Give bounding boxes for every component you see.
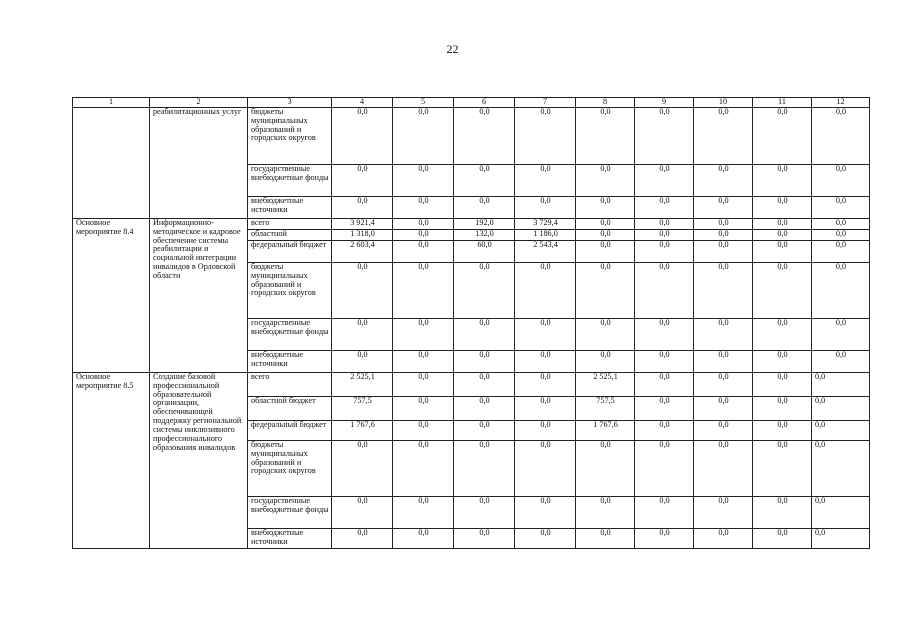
value-cell: 192,0 xyxy=(454,218,515,229)
value-cell: 0,0 xyxy=(812,372,870,396)
value-cell: 0,0 xyxy=(393,372,454,396)
value-cell: 0,0 xyxy=(694,262,753,318)
measure-code-cell xyxy=(73,107,150,218)
value-cell: 0,0 xyxy=(515,164,576,196)
value-cell: 0,0 xyxy=(635,240,694,262)
value-cell: 0,0 xyxy=(635,440,694,496)
value-cell: 0,0 xyxy=(635,528,694,548)
funding-source-cell: государственные внебюджетные фонды xyxy=(248,318,332,350)
value-cell: 0,0 xyxy=(454,196,515,218)
value-cell: 0,0 xyxy=(515,262,576,318)
measure-name-cell: Создание базовой профессиональной образовательной организации, обеспечивающей поддержку региональной системы инклюзивного профессионального образования инвалидов xyxy=(150,372,248,548)
value-cell: 0,0 xyxy=(812,350,870,372)
column-number: 3 xyxy=(248,98,332,108)
measure-name-cell: Информационно-методическое и кадровое обеспечение системы реабилитации и социальной интеграции инвалидов в Орловской области xyxy=(150,218,248,372)
value-cell: 0,0 xyxy=(515,107,576,164)
value-cell: 0,0 xyxy=(454,420,515,440)
value-cell: 0,0 xyxy=(393,528,454,548)
value-cell: 0,0 xyxy=(812,229,870,240)
value-cell: 0,0 xyxy=(753,196,812,218)
value-cell: 0,0 xyxy=(515,528,576,548)
value-cell: 757,5 xyxy=(576,396,635,420)
value-cell: 0,0 xyxy=(694,218,753,229)
value-cell: 0,0 xyxy=(635,350,694,372)
value-cell: 0,0 xyxy=(454,262,515,318)
value-cell: 0,0 xyxy=(694,496,753,528)
value-cell: 0,0 xyxy=(753,240,812,262)
value-cell: 0,0 xyxy=(454,107,515,164)
funding-source-cell: бюджеты муниципальных образований и городских округов xyxy=(248,107,332,164)
value-cell: 0,0 xyxy=(753,318,812,350)
value-cell: 0,0 xyxy=(635,164,694,196)
value-cell: 0,0 xyxy=(515,496,576,528)
value-cell: 0,0 xyxy=(393,107,454,164)
value-cell: 0,0 xyxy=(332,496,393,528)
value-cell: 0,0 xyxy=(515,350,576,372)
value-cell: 0,0 xyxy=(576,229,635,240)
value-cell: 0,0 xyxy=(753,440,812,496)
value-cell: 0,0 xyxy=(635,396,694,420)
value-cell: 0,0 xyxy=(812,496,870,528)
table-row xyxy=(73,107,870,164)
funding-source-cell: бюджеты муниципальных образований и городских округов xyxy=(248,262,332,318)
value-cell: 0,0 xyxy=(576,164,635,196)
value-cell: 0,0 xyxy=(694,350,753,372)
value-cell: 0,0 xyxy=(393,240,454,262)
value-cell: 0,0 xyxy=(812,107,870,164)
page-number: 22 xyxy=(446,42,459,56)
value-cell: 0,0 xyxy=(812,396,870,420)
value-cell: 0,0 xyxy=(332,318,393,350)
table-row xyxy=(73,218,870,229)
funding-source-cell: внебюджетные источники xyxy=(248,196,332,218)
value-cell: 0,0 xyxy=(332,440,393,496)
value-cell: 0,0 xyxy=(454,164,515,196)
value-cell: 0,0 xyxy=(576,496,635,528)
value-cell: 0,0 xyxy=(393,229,454,240)
value-cell: 0,0 xyxy=(694,196,753,218)
budget-table xyxy=(72,97,870,549)
value-cell: 60,0 xyxy=(454,240,515,262)
value-cell: 0,0 xyxy=(694,107,753,164)
value-cell: 0,0 xyxy=(576,107,635,164)
value-cell: 0,0 xyxy=(576,262,635,318)
value-cell: 1 186,0 xyxy=(515,229,576,240)
value-cell: 0,0 xyxy=(753,350,812,372)
value-cell: 0,0 xyxy=(812,196,870,218)
value-cell: 0,0 xyxy=(694,440,753,496)
value-cell: 0,0 xyxy=(332,107,393,164)
funding-source-cell: федеральный бюджет xyxy=(248,240,332,262)
value-cell: 0,0 xyxy=(454,372,515,396)
value-cell: 132,0 xyxy=(454,229,515,240)
value-cell: 0,0 xyxy=(332,164,393,196)
value-cell: 0,0 xyxy=(635,372,694,396)
value-cell: 0,0 xyxy=(635,229,694,240)
value-cell: 0,0 xyxy=(576,218,635,229)
value-cell: 0,0 xyxy=(454,350,515,372)
value-cell: 0,0 xyxy=(576,350,635,372)
value-cell: 0,0 xyxy=(694,420,753,440)
value-cell: 0,0 xyxy=(812,440,870,496)
value-cell: 0,0 xyxy=(812,240,870,262)
value-cell: 0,0 xyxy=(393,396,454,420)
value-cell: 0,0 xyxy=(576,318,635,350)
value-cell: 0,0 xyxy=(753,396,812,420)
value-cell: 0,0 xyxy=(753,107,812,164)
value-cell: 0,0 xyxy=(393,318,454,350)
value-cell: 0,0 xyxy=(332,350,393,372)
value-cell: 0,0 xyxy=(753,420,812,440)
funding-source-cell: государственные внебюджетные фонды xyxy=(248,164,332,196)
value-cell: 1 318,0 xyxy=(332,229,393,240)
funding-source-cell: внебюджетные источники xyxy=(248,350,332,372)
value-cell: 0,0 xyxy=(515,396,576,420)
value-cell: 0,0 xyxy=(635,262,694,318)
value-cell: 0,0 xyxy=(576,440,635,496)
column-number: 12 xyxy=(812,98,870,108)
column-number: 8 xyxy=(576,98,635,108)
measure-code-cell: Основное мероприятие 8.4 xyxy=(73,218,150,372)
value-cell: 0,0 xyxy=(515,420,576,440)
value-cell: 0,0 xyxy=(753,262,812,318)
column-number: 10 xyxy=(694,98,753,108)
measure-code-cell: Основное мероприятие 8.5 xyxy=(73,372,150,548)
value-cell: 0,0 xyxy=(753,496,812,528)
column-number: 1 xyxy=(73,98,150,108)
table-row xyxy=(73,372,870,396)
funding-source-cell: бюджеты муниципальных образований и городских округов xyxy=(248,440,332,496)
value-cell: 0,0 xyxy=(576,240,635,262)
value-cell: 0,0 xyxy=(393,350,454,372)
value-cell: 0,0 xyxy=(635,496,694,528)
funding-source-cell: внебюджетные источники xyxy=(248,528,332,548)
value-cell: 0,0 xyxy=(694,396,753,420)
column-number: 4 xyxy=(332,98,393,108)
value-cell: 0,0 xyxy=(454,318,515,350)
value-cell: 0,0 xyxy=(635,196,694,218)
value-cell: 0,0 xyxy=(635,218,694,229)
value-cell: 0,0 xyxy=(454,496,515,528)
value-cell: 1 767,6 xyxy=(332,420,393,440)
value-cell: 0,0 xyxy=(515,440,576,496)
value-cell: 0,0 xyxy=(694,372,753,396)
value-cell: 0,0 xyxy=(694,229,753,240)
value-cell: 0,0 xyxy=(332,528,393,548)
value-cell: 0,0 xyxy=(393,420,454,440)
value-cell: 0,0 xyxy=(393,196,454,218)
value-cell: 0,0 xyxy=(454,440,515,496)
value-cell: 2 525,1 xyxy=(576,372,635,396)
column-number: 11 xyxy=(753,98,812,108)
value-cell: 0,0 xyxy=(753,372,812,396)
value-cell: 0,0 xyxy=(454,396,515,420)
value-cell: 0,0 xyxy=(694,318,753,350)
value-cell: 1 767,6 xyxy=(576,420,635,440)
value-cell: 0,0 xyxy=(753,229,812,240)
funding-source-cell: всего xyxy=(248,372,332,396)
value-cell: 0,0 xyxy=(332,262,393,318)
value-cell: 0,0 xyxy=(812,528,870,548)
value-cell: 0,0 xyxy=(753,164,812,196)
funding-source-cell: областной бюджет xyxy=(248,396,332,420)
value-cell: 0,0 xyxy=(393,218,454,229)
value-cell: 0,0 xyxy=(812,318,870,350)
value-cell: 2 525,1 xyxy=(332,372,393,396)
value-cell: 757,5 xyxy=(332,396,393,420)
funding-source-cell: государственные внебюджетные фонды xyxy=(248,496,332,528)
value-cell: 0,0 xyxy=(635,107,694,164)
column-numbers-row xyxy=(73,98,870,108)
value-cell: 0,0 xyxy=(393,496,454,528)
value-cell: 0,0 xyxy=(515,372,576,396)
value-cell: 0,0 xyxy=(812,262,870,318)
value-cell: 3 921,4 xyxy=(332,218,393,229)
value-cell: 3 729,4 xyxy=(515,218,576,229)
value-cell: 0,0 xyxy=(576,528,635,548)
value-cell: 0,0 xyxy=(576,196,635,218)
column-number: 2 xyxy=(150,98,248,108)
value-cell: 0,0 xyxy=(753,218,812,229)
funding-source-cell: всего xyxy=(248,218,332,229)
value-cell: 0,0 xyxy=(393,164,454,196)
value-cell: 0,0 xyxy=(515,318,576,350)
column-number: 9 xyxy=(635,98,694,108)
funding-source-cell: областной xyxy=(248,229,332,240)
value-cell: 0,0 xyxy=(812,420,870,440)
funding-source-cell: федеральный бюджет xyxy=(248,420,332,440)
value-cell: 0,0 xyxy=(812,218,870,229)
value-cell: 0,0 xyxy=(694,164,753,196)
value-cell: 0,0 xyxy=(454,528,515,548)
value-cell: 0,0 xyxy=(332,196,393,218)
value-cell: 0,0 xyxy=(812,164,870,196)
value-cell: 0,0 xyxy=(694,240,753,262)
column-number: 6 xyxy=(454,98,515,108)
value-cell: 0,0 xyxy=(694,528,753,548)
value-cell: 0,0 xyxy=(635,420,694,440)
column-number: 5 xyxy=(393,98,454,108)
value-cell: 0,0 xyxy=(515,196,576,218)
value-cell: 0,0 xyxy=(393,440,454,496)
column-number: 7 xyxy=(515,98,576,108)
value-cell: 0,0 xyxy=(635,318,694,350)
value-cell: 2 543,4 xyxy=(515,240,576,262)
value-cell: 0,0 xyxy=(753,528,812,548)
value-cell: 2 603,4 xyxy=(332,240,393,262)
value-cell: 0,0 xyxy=(393,262,454,318)
measure-name-cell: реабилитационных услуг xyxy=(150,107,248,218)
